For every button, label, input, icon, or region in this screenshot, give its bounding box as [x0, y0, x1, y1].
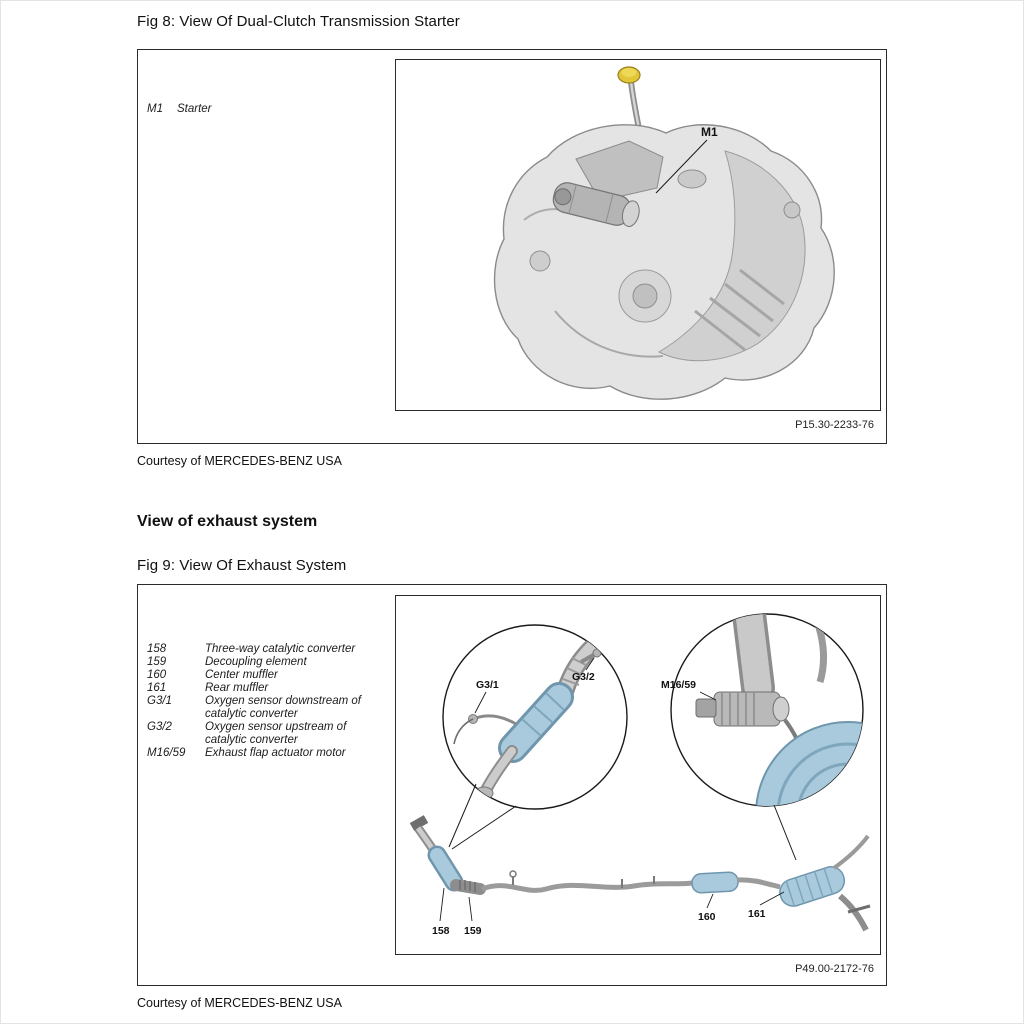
legend-row — [147, 103, 335, 116]
label-158-leader — [440, 888, 444, 921]
exhaust-system-overview — [412, 819, 870, 937]
label-161-leader — [760, 892, 784, 905]
fig9-courtesy: Courtesy of MERCEDES-BENZ USA — [137, 996, 342, 1010]
legend-key: G3/1 — [147, 695, 172, 707]
legend-row — [147, 721, 363, 747]
transmission-illustration — [396, 60, 881, 411]
legend-row — [147, 747, 363, 760]
fig9-figure-box — [137, 584, 887, 986]
center-muffler — [692, 872, 739, 893]
legend-desc: Starter — [177, 103, 212, 115]
legend-key: 161 — [147, 682, 167, 694]
detail-circle-left — [443, 625, 627, 809]
legend-key: G3/2 — [147, 721, 172, 733]
fig8-courtesy: Courtesy of MERCEDES-BENZ USA — [137, 454, 342, 468]
fig9-image-frame — [395, 595, 881, 955]
transmission-housing — [495, 125, 835, 399]
label-159-leader — [469, 897, 472, 921]
legend-key: M16/59 — [147, 747, 186, 759]
label-160: 160 — [698, 911, 716, 923]
catalytic-converter — [437, 855, 454, 882]
legend-key: M1 — [147, 103, 163, 115]
legend-row — [147, 695, 363, 721]
m1-label: M1 — [701, 125, 718, 139]
left-circle-pointer — [452, 806, 516, 849]
legend-row — [147, 682, 363, 695]
label-159: 159 — [464, 925, 482, 937]
fig9-title: Fig 9: View Of Exhaust System — [137, 557, 347, 574]
decoupling-element — [456, 880, 480, 892]
legend-desc: Oxygen sensor upstream of catalytic converter — [205, 721, 347, 746]
exhaust-illustration — [396, 596, 881, 955]
section-heading: View of exhaust system — [137, 513, 318, 530]
legend-key: 160 — [147, 669, 167, 681]
legend-row — [147, 669, 363, 682]
legend-desc: Three-way catalytic converter — [205, 643, 356, 655]
fig9-part-number: P49.00-2172-76 — [795, 963, 874, 975]
label-160-leader — [707, 894, 713, 908]
right-circle-pointer — [774, 805, 796, 860]
fig8-legend — [147, 103, 335, 116]
fig8-title: Fig 8: View Of Dual-Clutch Transmission Starter — [137, 13, 460, 30]
fig8-figure-box — [137, 49, 887, 444]
legend-desc: Exhaust flap actuator motor — [205, 747, 346, 759]
g32-label: G3/2 — [572, 671, 595, 683]
legend-key: 158 — [147, 643, 167, 655]
g31-label: G3/1 — [476, 679, 499, 691]
m1659-label: M16/59 — [661, 679, 697, 691]
legend-key: 159 — [147, 656, 167, 668]
legend-desc: Oxygen sensor downstream of catalytic converter — [205, 695, 361, 720]
left-circle-pointer — [449, 784, 476, 847]
legend-desc: Center muffler — [205, 669, 278, 681]
fig8-part-number: P15.30-2233-76 — [795, 419, 874, 431]
legend-row — [147, 643, 363, 656]
label-161: 161 — [748, 908, 766, 920]
legend-desc: Decoupling element — [205, 656, 307, 668]
fig9-legend — [147, 643, 363, 760]
detail-circle-right — [661, 606, 881, 906]
label-158: 158 — [432, 925, 450, 937]
rear-muffler — [777, 863, 848, 909]
fig8-image-frame — [395, 59, 881, 411]
legend-row — [147, 656, 363, 669]
legend-desc: Rear muffler — [205, 682, 269, 694]
